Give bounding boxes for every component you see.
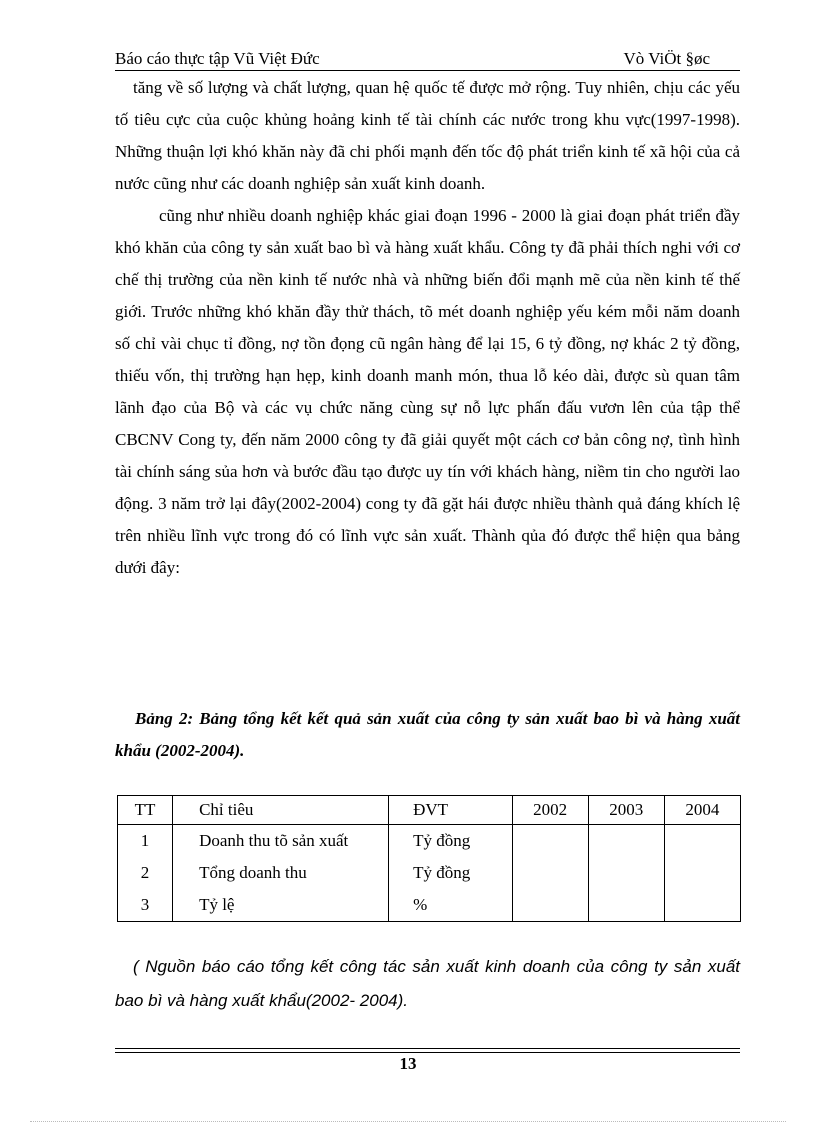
table-header-row bbox=[118, 796, 741, 825]
results-table bbox=[117, 795, 741, 922]
header-unit: ĐVT bbox=[389, 796, 512, 825]
source-note: ( Nguồn báo cáo tổng kết công tác sản xuất kinh doanh của công ty sản xuất bao bì và hàng xuất khẩu(2002- 2004). bbox=[115, 957, 740, 1010]
header-year-2003: 2003 bbox=[588, 796, 664, 825]
table-row bbox=[118, 889, 741, 922]
paragraph-1: tăng về số lượng và chất lượng, quan hệ quốc tế được mở rộng. Tuy nhiên, chịu các yếu tố tiêu cực của cuộc khủng hoảng kinh tế tài chính các nước trong khu vực(1997-1998). Những thuận lợi khó khăn này đã chi phối mạnh đến tốc độ phát triển kinh tế xã hội của cả nước cũng như các doanh nghiệp sản xuất kinh doanh. bbox=[115, 78, 740, 193]
cell-unit: % bbox=[389, 889, 512, 922]
cell-indicator: Tỷ lệ bbox=[173, 889, 389, 922]
body-text bbox=[115, 72, 740, 584]
table-row bbox=[118, 857, 741, 889]
header-left-text: Báo cáo thực tập Vũ Việt Đức bbox=[115, 49, 320, 68]
page-number: 13 bbox=[399, 1054, 417, 1073]
header-year-2002: 2002 bbox=[512, 796, 588, 825]
page-header bbox=[115, 48, 740, 71]
cell-2003 bbox=[588, 857, 664, 889]
header-right-text: Vò ViÖt §øc bbox=[623, 49, 710, 68]
header-tt: TT bbox=[118, 796, 173, 825]
cell-unit: Tỷ đồng bbox=[389, 857, 512, 889]
cell-2002 bbox=[512, 825, 588, 858]
header-year-2004: 2004 bbox=[664, 796, 740, 825]
footer-divider bbox=[115, 1048, 740, 1053]
cell-indicator: Tổng doanh thu bbox=[173, 857, 389, 889]
cell-2003 bbox=[588, 825, 664, 858]
cell-tt: 1 bbox=[118, 825, 173, 858]
cell-indicator: Doanh thu tõ sản xuất bbox=[173, 825, 389, 858]
cell-tt: 2 bbox=[118, 857, 173, 889]
paragraph-2: cũng như nhiều doanh nghiệp khác giai đoạn 1996 - 2000 là giai đoạn phát triển đầy khó khăn của công ty sản xuất bao bì và hàng xuất khẩu. Công ty đã phải thích nghi với cơ chế thị trường của nền kinh tế nước nhà và những biến đổi mạnh mẽ của nền kinh tế thế giới. Trước những khó khăn đầy thử thách, tõ mét doanh nghiệp yếu kém mỗi năm doanh số chỉ vài chục tỉ đồng, nợ tồn đọng cũ ngân hàng để lại 15, 6 tỷ đồng, nợ khác 2 tỷ đồng, thiếu vốn, thị trường hạn hẹp, kinh doanh manh món, thua lỗ kéo dài, được sù quan tâm lãnh đạo của Bộ và các vụ chức năng cùng sự nỗ lực phấn đấu vươn lên của tập thể CBCNV Cong ty, đến năm 2000 công ty đã giải quyết một cách cơ bản công nợ, tình hình tài chính sáng sủa hơn và bước đầu tạo được uy tín với khách hàng, niềm tin cho người lao động. 3 năm trở lại đây(2002-2004) cong ty đã gặt hái được nhiều thành quả đáng khích lệ trên nhiều lĩnh vực trong đó có lĩnh vực sản xuất. Thành qủa đó được thể hiện qua bảng dưới đây: bbox=[115, 206, 740, 577]
cell-2003 bbox=[588, 889, 664, 922]
page-bottom-edge bbox=[30, 1121, 786, 1122]
cell-2004 bbox=[664, 857, 740, 889]
cell-unit: Tỷ đồng bbox=[389, 825, 512, 858]
header-indicator: Chỉ tiêu bbox=[173, 796, 389, 825]
table-caption: Bảng 2: Bảng tổng kết kết quả sản xuất của công ty sản xuất bao bì và hàng xuất khẩu (2002-2004). bbox=[115, 709, 740, 760]
cell-2002 bbox=[512, 857, 588, 889]
cell-2004 bbox=[664, 889, 740, 922]
table-row bbox=[118, 825, 741, 858]
cell-tt: 3 bbox=[118, 889, 173, 922]
cell-2002 bbox=[512, 889, 588, 922]
cell-2004 bbox=[664, 825, 740, 858]
